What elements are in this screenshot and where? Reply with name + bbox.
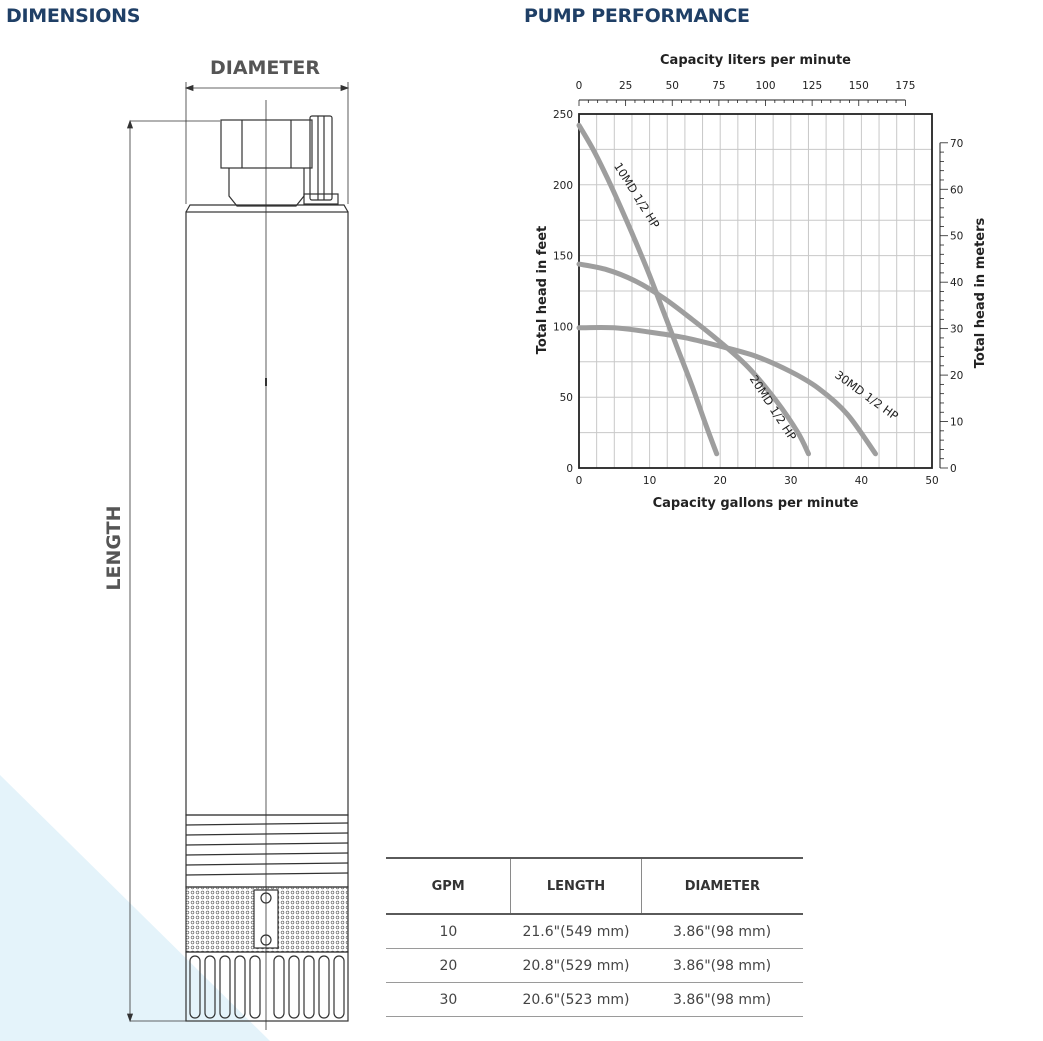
x2-tick-label: 100 [755,80,776,92]
x2-tick-label: 75 [712,80,726,92]
y2-tick-label: 0 [950,463,957,475]
pump-performance-title: PUMP PERFORMANCE [524,5,750,27]
y-tick-label: 250 [552,109,573,121]
pump-performance-chart [520,40,1020,520]
cell-length: 21.6"(549 mm) [511,914,641,949]
series-label-1: 10MD 1/2 HP [611,159,663,231]
x2-tick-label: 125 [802,80,823,92]
y-tick-label: 200 [552,179,573,192]
cell-gpm: 30 [386,983,511,1017]
x2-tick-label: 25 [618,80,633,92]
header-gpm: GPM [431,878,465,894]
x-tick-label: 30 [784,475,798,487]
y-axis-title: Total head in feet [535,225,550,355]
cell-diameter: 3.86"(98 mm) [641,914,803,949]
y2-tick-label: 70 [950,137,964,150]
cell-diameter: 3.86"(98 mm) [641,949,803,983]
pump-dimension-diagram [0,40,400,1040]
cell-diameter: 3.86"(98 mm) [641,983,803,1017]
cell-gpm: 10 [386,914,511,949]
x2-tick-label: 150 [848,80,869,92]
x2-tick-label: 0 [575,80,583,92]
y2-tick-label: 10 [950,416,964,429]
x-tick-label: 0 [575,475,583,487]
y2-tick-label: 50 [950,230,964,243]
y2-axis-title: Total head in meters [973,217,988,369]
x-tick-label: 40 [854,475,869,487]
y2-tick-label: 20 [950,370,964,383]
cell-length: 20.8"(529 mm) [511,949,641,983]
header-diameter: DIAMETER [641,858,803,914]
length-dimension [128,121,221,1021]
y-tick-label: 50 [559,392,573,405]
x-tick-label: 20 [713,475,727,487]
length-label: LENGTH [103,505,125,591]
series-label-3: 30MD 1/2 HP [832,367,901,424]
table-row [386,983,803,1017]
pump-outline [186,116,348,1021]
series-line-3 [579,327,876,453]
y2-tick-label: 30 [950,323,964,336]
x-tick-label: 50 [925,475,939,487]
x-axis-title: Capacity gallons per minute [652,496,859,511]
spec-table [386,857,803,1017]
diameter-label: DIAMETER [209,57,321,79]
cell-gpm: 20 [386,949,511,983]
x2-tick-label: 175 [895,80,916,92]
y-tick-label: 0 [566,463,573,475]
series-line-2 [579,264,809,454]
x-tick-label: 10 [642,475,657,487]
header-length: LENGTH [511,858,641,914]
dimensions-title: DIMENSIONS [6,5,141,27]
x2-axis-title: Capacity liters per minute [660,53,851,68]
cell-length: 20.6"(523 mm) [511,983,641,1017]
x2-tick-label: 50 [665,80,679,92]
y2-tick-label: 40 [950,277,964,290]
series-label-2: 20MD 1/2 HP [746,372,800,443]
table-row [386,949,803,983]
table-header-row [386,858,803,914]
table-row [386,914,803,949]
y-tick-label: 150 [552,250,573,263]
y-tick-label: 100 [552,321,573,334]
y2-tick-label: 60 [950,184,964,197]
